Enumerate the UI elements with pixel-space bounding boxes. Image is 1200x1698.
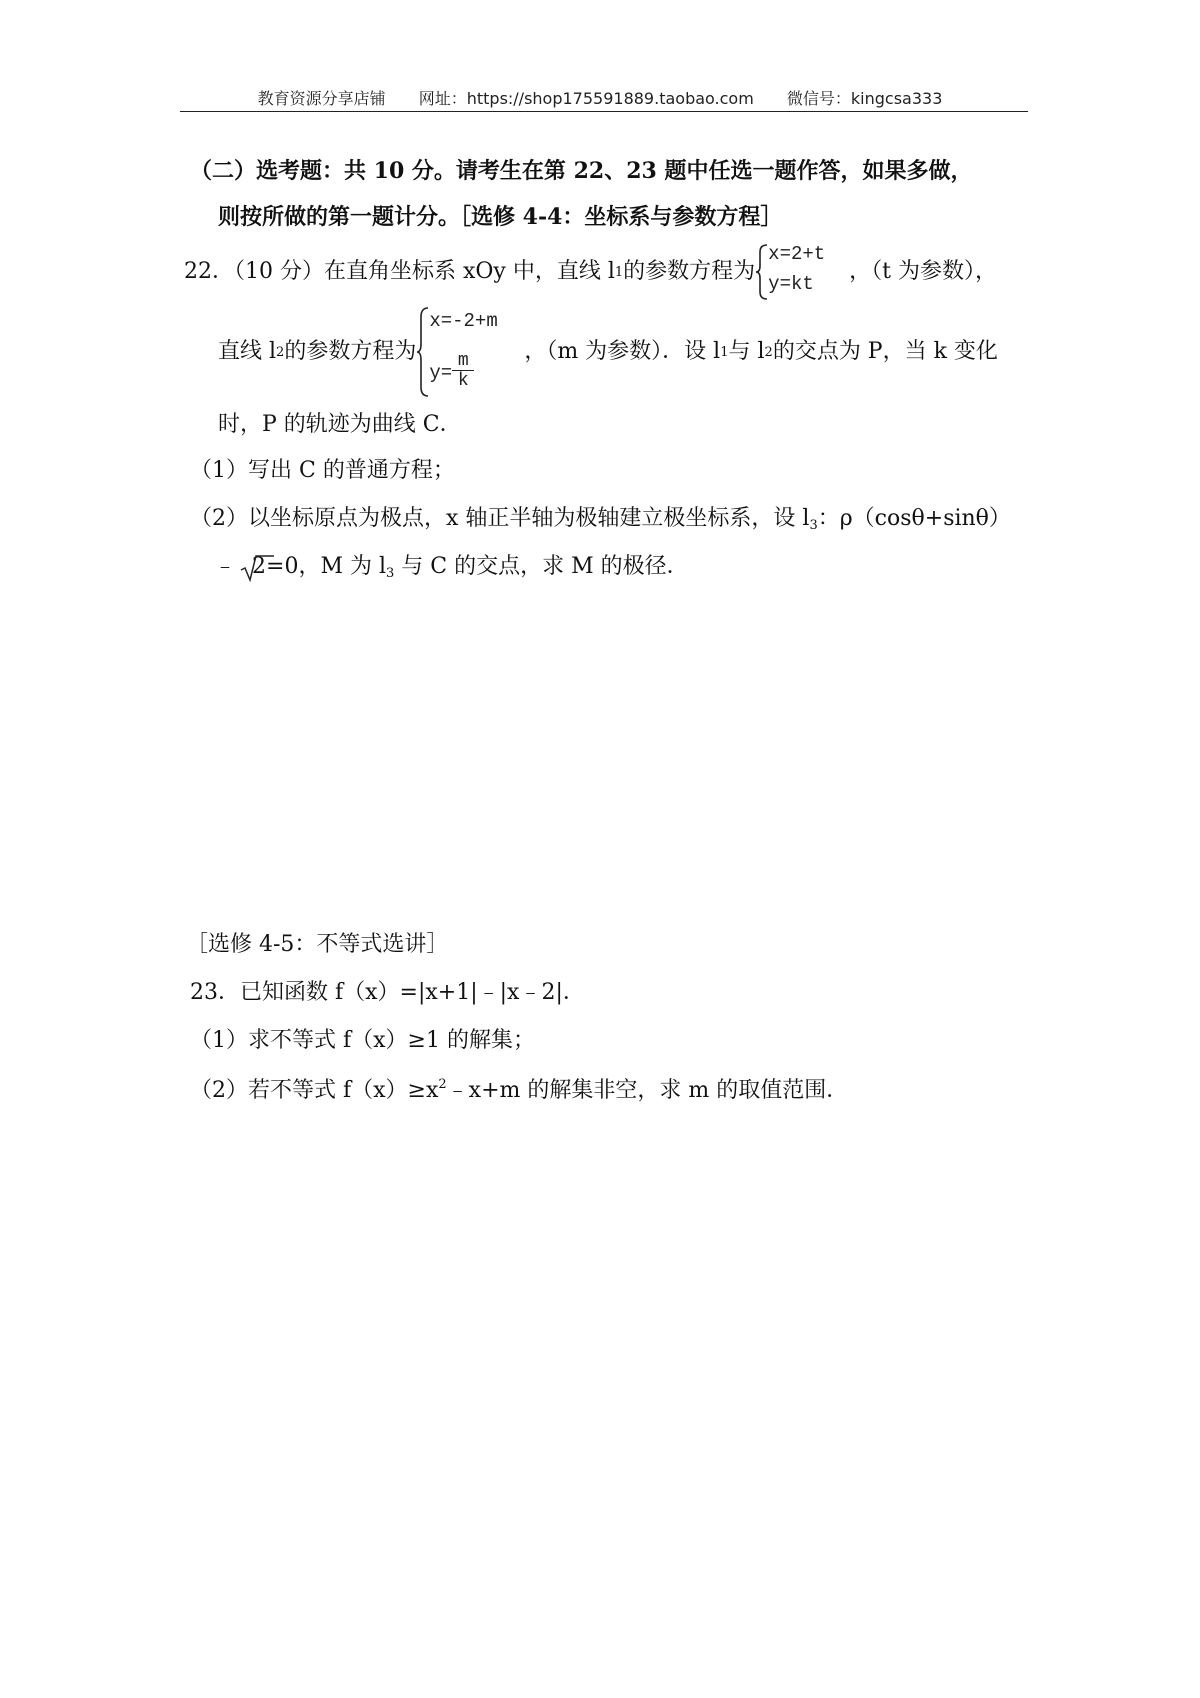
q22-sub-l3b: 3 (386, 566, 395, 581)
header-url-value: https://shop175591889.taobao.com (466, 89, 754, 108)
sys2-fraction (452, 352, 474, 391)
q22-text-c: ，（t 为参数）， (849, 259, 998, 284)
fraction-denominator: k (457, 371, 469, 391)
header-rule (180, 111, 1028, 112)
q23-sup-2: 2 (438, 1077, 447, 1092)
header-shop-name: 教育资源分享店铺 (257, 89, 386, 108)
sqrt-icon (240, 554, 274, 582)
page-header (0, 86, 1200, 109)
sys1-y-eq: y=kt (768, 273, 814, 295)
q22-part2-text-a: （2）以坐标原点为极点，x 轴正半轴为极轴建立极坐标系，设 l (190, 506, 810, 531)
fraction-numerator: m (457, 351, 469, 371)
q23-part2-text-b: ﹣x+m 的解集非空，求 m 的取值范围． (446, 1078, 849, 1103)
q22-text-d: 直线 l (218, 339, 277, 364)
q22-sub-l1b: 1 (720, 344, 729, 360)
header-wechat-value: kingcsa333 (850, 89, 943, 108)
q22-part2-line1 (190, 508, 1011, 532)
section45-title: ［选修 4-5：不等式选讲］ (186, 932, 449, 957)
sqrt-expression (252, 556, 266, 578)
q22-part2-text-b: ：ρ（cosθ+sinθ） (817, 506, 1011, 531)
left-brace-icon (755, 243, 769, 301)
q22-text-f: ，（m 为参数）．设 l (524, 339, 721, 364)
header-wechat-label: 微信号： (786, 89, 851, 108)
q23-stem: 23．已知函数 f（x）=|x+1|﹣|x﹣2|． (190, 980, 585, 1005)
q22-text-a: 22．（10 分）在直角坐标系 xOy 中，直线 l (184, 259, 615, 284)
minus-sign: ﹣ (214, 554, 237, 579)
q22-sub-l3: 3 (809, 518, 818, 533)
q22-part2-line2 (214, 556, 689, 580)
left-brace-icon (416, 306, 430, 398)
header-url-label: 网址： (418, 89, 467, 108)
header-wechat (787, 89, 943, 108)
q22-line2 (218, 306, 998, 398)
q22-line1 (184, 242, 997, 302)
section2-line2: 则按所做的第一题计分。［选修 4-4：坐标系与参数方程］ (218, 204, 783, 230)
section2-line1: （二）选考题：共 10 分。请考生在第 22、23 题中任选一题作答，如果多做， (190, 158, 973, 184)
q22-sub-l2: 2 (276, 344, 285, 360)
q22-text-g: 与 l (728, 339, 765, 364)
q22-part2-text-c: =0，M 为 l (266, 554, 386, 579)
q22-sub-l1: 1 (614, 264, 624, 280)
q22-line3: 时，P 的轨迹为曲线 C． (218, 412, 462, 437)
q22-part1: （1）写出 C 的普通方程； (190, 458, 455, 483)
q22-text-e: 的参数方程为 (284, 339, 417, 364)
sys2-x-eq: x=-2+m (429, 310, 498, 332)
q22-text-b: 的参数方程为 (623, 259, 756, 284)
q22-param-system-1 (755, 243, 849, 301)
q22-text-h: 的交点为 P，当 k 变化 (772, 339, 998, 364)
q22-sub-l2b: 2 (764, 344, 773, 360)
sqrt-radicand: 2 (252, 554, 267, 579)
sys1-x-eq: x=2+t (768, 243, 826, 265)
header-url (419, 89, 754, 108)
q23-part2 (190, 1078, 848, 1102)
q22-param-system-2 (416, 306, 524, 398)
q22-part2-text-d: 与 C 的交点，求 M 的极径． (394, 554, 689, 579)
sys2-y-eq: y= (429, 362, 453, 384)
q23-part2-text-a: （2）若不等式 f（x）≥x (190, 1078, 439, 1103)
q23-part1: （1）求不等式 f（x）≥1 的解集； (190, 1028, 535, 1053)
